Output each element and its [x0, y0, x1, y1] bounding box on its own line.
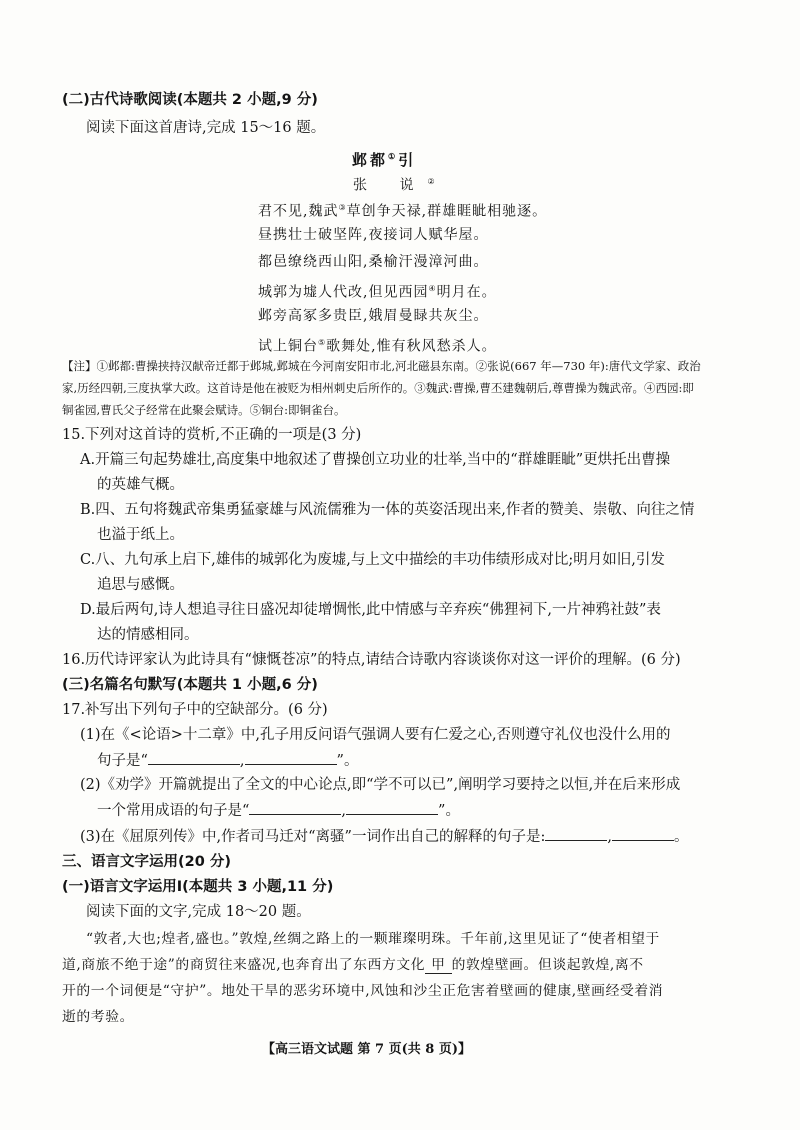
passage-line [62, 955, 644, 975]
section2-instruction: 阅读下面这首唐诗,完成 15～16 题。 [86, 120, 326, 136]
answer-blank[interactable] [545, 826, 607, 841]
poem-line-note: ④ [428, 284, 437, 293]
poem-line-note: ③ [338, 203, 347, 212]
annotation-line: 【注】①邺都:曹操挟持汉献帝迁都于邺城,邺城在今河南安阳市北,河北磁县东南。②张说(667 年—730 年):唐代文学家、政治 [62, 359, 701, 373]
question-15-stem: 15.下列对这首诗的赏析,不正确的一项是(3 分) [62, 427, 362, 443]
option-c: C.八、九句承上启下,雄伟的城郭化为废墟,与上文中描绘的丰功伟绩形成对比;明月如旧,引发 [80, 552, 665, 568]
annotation-line: 铜雀园,曹氏父子经常在此聚会赋诗。⑤铜台:即铜雀台。 [62, 403, 346, 417]
poem-line-text: 歌舞处,惟有秋风愁杀人。 [326, 338, 497, 355]
passage-line: 逝的考验。 [62, 1009, 134, 1025]
poem-author [353, 172, 435, 196]
item-3-text: 。 [673, 829, 689, 845]
poem-line [258, 279, 497, 303]
item-1-text: , [239, 753, 245, 769]
annotation-line: 家,历经四朝,三度执掌大政。这首诗是他在被贬为相州刺史后所作的。③魏武:曹操,曹丕建魏朝后,尊曹操为魏武帝。④西园:即 [62, 381, 694, 395]
passage-line: 开的一个词便是“守护”。地处干旱的恶劣环境中,风蚀和沙尘正危害着壁画的健康,壁画经受着消 [62, 983, 664, 999]
passage-line: “敦者,大也;煌者,盛也。”敦煌,丝绸之路上的一颗璀璨明珠。千年前,这里见证了“使者相望于 [86, 931, 660, 947]
option-a: A.开篇三句起势雄壮,高度集中地叙述了曹操创立功业的壮举,当中的“群雄睚眦”更烘托出曹操 [80, 452, 671, 468]
poem-line [258, 198, 547, 222]
option-d-cont: 达的情感相同。 [97, 627, 199, 643]
poem-line-text: 都邑缭绕西山阳,桑榆汗漫漳河曲。 [258, 254, 489, 270]
poem-line [258, 333, 497, 357]
item-3-text: , [607, 829, 612, 845]
option-d: D.最后两句,诗人想追寻往日盛况却徒增惆怅,此中情感与辛弃疾“佛狸祠下,一片神鸦社鼓”表 [80, 602, 661, 618]
poem-author-note: ② [427, 177, 435, 186]
poem-line-text: 明月在。 [436, 284, 497, 301]
part3-sub-heading: (一)语言文字运用Ⅰ(本题共 3 小题,11 分) [62, 879, 334, 895]
item-1-text: ”。 [336, 753, 359, 769]
poem-title [352, 146, 416, 170]
poem-line [258, 225, 488, 245]
answer-blank[interactable] [245, 750, 337, 765]
section3-heading: (三)名篇名句默写(本题共 1 小题,6 分) [62, 677, 318, 693]
answer-blank[interactable] [249, 800, 341, 815]
poem-line-note: ⑤ [318, 338, 327, 347]
option-a-cont: 的英雄气概。 [97, 477, 184, 493]
poem-line-text: 草创争天禄,群雄睚眦相驰逐。 [346, 203, 548, 220]
option-b-cont: 也溢于纸上。 [97, 527, 184, 543]
question-17-stem: 17.补写出下列句子中的空缺部分。(6 分) [62, 702, 328, 718]
part3-instruction: 阅读下面的文字,完成 18～20 题。 [86, 904, 311, 920]
item-3 [80, 826, 688, 847]
answer-blank[interactable] [148, 750, 240, 765]
part3-heading: 三、语言文字运用(20 分) [62, 854, 231, 870]
poem-line-text: 试上铜台 [258, 338, 318, 355]
item-1-cont [97, 750, 358, 771]
item-1-text: 句子是“ [97, 753, 148, 769]
passage-text: 道,商旅不绝于途”的商贸往来盛况,也奔育出了东西方文化 [62, 957, 426, 973]
poem-title-text: 邺都 [352, 151, 389, 169]
poem-line-text: 城郭为墟人代改,但见西园 [258, 284, 429, 301]
option-b: B.四、五句将魏武帝集勇猛豪雄与风流儒雅为一体的英姿活现出来,作者的赞美、崇敬、向往之情 [80, 502, 695, 518]
poem-line-text: 邺旁高冢多贵臣,娥眉曼睩共灰尘。 [258, 308, 489, 324]
answer-blank[interactable] [612, 826, 674, 841]
poem-line-text: 君不见,魏武 [258, 203, 339, 220]
item-1: (1)在《<论语>十二章》中,孔子用反问语气强调人要有仁爱之心,否则遵守礼仪也没什么用的 [80, 727, 671, 743]
item-2-text: ”。 [438, 803, 460, 819]
passage-text: 的敦煌壁画。但谈起敦煌,离不 [451, 957, 644, 973]
page-footer: 【高三语文试题 第 7 页(共 8 页)】 [262, 1042, 472, 1057]
poem-title-note: ① [388, 151, 399, 161]
poem-line-text: 昼携壮士破坚阵,夜接词人赋华屋。 [258, 227, 489, 243]
poem-line [258, 252, 488, 272]
item-2-text: , [341, 803, 347, 819]
question-16: 16.历代诗评家认为此诗具有“慷慨苍凉”的特点,请结合诗歌内容谈谈你对这一评价的理解。(6 分) [62, 652, 681, 668]
poem-line [258, 306, 488, 326]
section2-heading: (二)古代诗歌阅读(本题共 2 小题,9 分) [62, 92, 318, 108]
item-2: (2)《劝学》开篇就提出了全文的中心论点,即“学不可以已”,阐明学习要持之以恒,并在后来形成 [80, 777, 681, 793]
poem-author-text: 张 说 [353, 177, 428, 194]
item-3-text: (3)在《屈原列传》中,作者司马迁对“离骚”一词作出自己的解释的句子是: [80, 829, 546, 845]
option-c-cont: 追思与感慨。 [97, 577, 184, 593]
answer-blank[interactable] [346, 800, 438, 815]
item-2-text: 一个常用成语的句子是“ [97, 803, 250, 819]
blank-marker-jia: 甲 [425, 957, 451, 974]
poem-title-text-2: 引 [398, 151, 417, 169]
item-2-cont [97, 800, 460, 821]
